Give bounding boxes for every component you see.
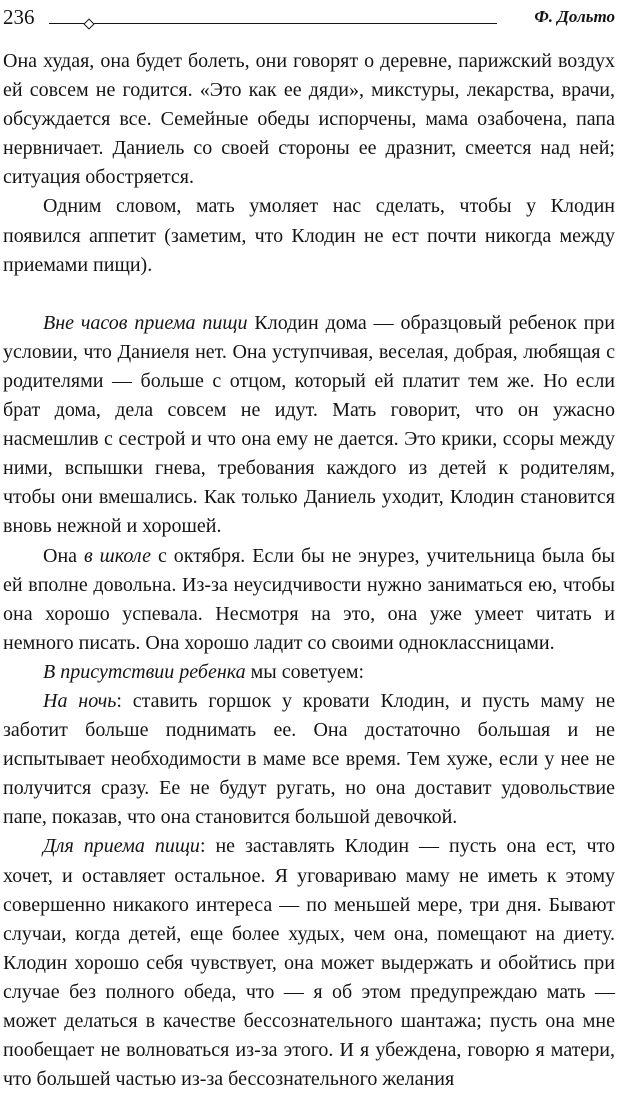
- paragraph-text: Одним словом, мать умоляет нас сделать, чтобы у Клодин появился аппетит (заметим, что Клодин не ест почти никогда между приемами пищи).: [3, 195, 615, 276]
- paragraph-text: Клодин дома — образцовый ребенок при условии, что Даниеля нет. Она уступчивая, веселая, добрая, любящая с родителями — больше с отцом, который ей платит тем же. Но если брат дома, дела совсем не идут. Мать говорит, что он ужасно насмешлив с сестрой и что она ему не дается. Это крики, ссоры между ними, вспышки гнева, требования каждого из детей к родителям, чтобы они вмешались. Как только Даниель уходит, Клодин становится вновь нежной и хорошей.: [3, 311, 616, 538]
- paragraph-7: [3, 832, 615, 1094]
- paragraph-5: [3, 658, 615, 687]
- page-header: [3, 2, 615, 36]
- paragraph-text: мы советуем:: [245, 660, 365, 683]
- paragraph-3: [3, 309, 615, 542]
- page-number: 236: [3, 5, 35, 29]
- paragraph-text: с октября. Если бы не энурез, учительница была бы ей вполне довольна. Из-за неусидчивости нужно заниматься ею, чтобы она хорошо успевала. Несмотря на это, она уже умеет читать и немного писать. Она хорошо ладит со своими одноклассницами.: [3, 544, 615, 654]
- paragraph-lead: Вне часов приема пищи: [43, 311, 248, 334]
- diamond-ornament-icon: [83, 18, 94, 29]
- paragraph-lead: Для приема пищи: [43, 835, 200, 858]
- paragraph-lead: В присутствии ребенка: [43, 660, 246, 683]
- paragraph-1: [3, 47, 615, 192]
- running-head: Ф. Дольто: [534, 7, 615, 26]
- paragraph-lead: На ночь: [43, 689, 117, 712]
- paragraph-2: [3, 192, 615, 279]
- paragraph-4: [3, 542, 615, 658]
- paragraph-6: [3, 687, 615, 832]
- body-text: [3, 47, 615, 1094]
- header-rule: [49, 23, 497, 24]
- paragraph-text: : ставить горшок у кровати Клодин, и пусть маму не заботит больше поднимать ее. Она достаточно большая и не испытывает необходимости в маме все время. Тем хуже, если у нее не получится сразу. Ее не будут ругать, но она доставит удовольствие папе, показав, что она становится большой девочкой.: [3, 689, 615, 829]
- paragraph-text: Она худая, она будет болеть, они говорят о деревне, парижский воздух ей совсем не годится. «Это как ее дяди», микстуры, лекарства, врачи, обсуждается все. Семейные обеды испорчены, мама озабочена, папа нервничает. Даниель со своей стороны ее дразнит, смеется над ней; ситуация обостряется.: [3, 50, 615, 189]
- paragraph-pre: Она: [43, 544, 85, 567]
- paragraph-text: : не заставлять Клодин — пусть она ест, что хочет, и оставляет остальное. Я уговариваю маму не иметь к этому совершенно никакого интереса — по меньшей мере, три дня. Бывают случаи, когда детей, еще более худых, чем она, помещают на диету. Клодин хорошо себя чувствует, она может выдержать и обойтись при случае без полного обеда, что — я об этом предупреждаю мать — может делаться в качестве бессознательного шантажа; пусть она мне пообещает не волноваться из-за этого. И я убеждена, говорю я матери, что большей частью из-за бессознательного желания: [3, 835, 615, 1091]
- paragraph-emphasis: в школе: [84, 544, 151, 567]
